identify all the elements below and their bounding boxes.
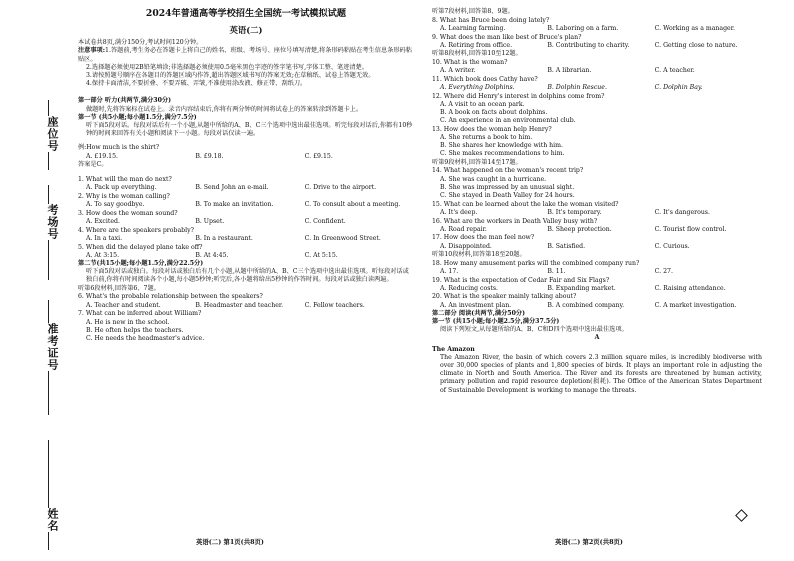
option: B. Sheep protection. xyxy=(547,225,612,233)
option: C. It's dangerous. xyxy=(654,208,710,216)
option: C. Raising attendance. xyxy=(654,284,726,292)
question-4: 4. Where are the speakers probably? xyxy=(78,226,194,234)
option: C. She makes recommendations to him. xyxy=(440,150,565,158)
passage-body: The Amazon River, the basin of which covers 2.3 million square miles, is incredibly biodiverse with over 30,000 species of plants and 1,800 species of birds. It plays an important role in adjusting the climate in North and South America. The River and its forests are threatened by human activity, primary pollution and rapid resource depletion(损耗). The Office of the American States Department of Sustainable Development is working to manage the threats. xyxy=(440,353,762,394)
option: B. A book on facts about dolphins. xyxy=(440,108,548,116)
note-2: 2.选择题必须使用2B铅笔填涂;非选择题必须使用0.5毫米黑色字迹的签字笔书写,字体工整、笔迹清楚。 xyxy=(86,63,368,71)
note-1: 1.答题前,考生务必在答题卡上将自己的姓名、班级、考场号、座位号填写清楚,将条形码粘贴在考生信息条形码粘贴区。 xyxy=(78,47,412,63)
question-19-options xyxy=(432,285,762,293)
option: B. Expanding market. xyxy=(547,284,616,292)
question-19: 19. What is the expectation of Cedar Fair and Six Flags? xyxy=(432,276,610,284)
option: A. 17. xyxy=(440,267,459,275)
example-options xyxy=(78,153,414,161)
option: A. Retiring from office. xyxy=(440,41,513,49)
question-1: 1. What will the man do next? xyxy=(78,176,172,184)
option: B. She shares her knowledge with him. xyxy=(440,142,563,150)
example-option-c: C. £9.15. xyxy=(304,152,333,160)
option: B. Satisfied. xyxy=(547,242,586,250)
question-20-options xyxy=(432,302,762,310)
page-one-footer: 英语(二) 第1页(共8页) xyxy=(196,538,264,546)
option: A. Disappointed. xyxy=(440,242,492,250)
option: B. Dolphin Rescue. xyxy=(547,83,607,91)
question-15-options xyxy=(432,209,762,217)
question-14: 14. What happened on the woman's recent trip? xyxy=(432,167,584,175)
question-8-options xyxy=(432,25,762,33)
notes-heading: 注意事项: xyxy=(78,47,106,55)
question-18: 18. How many amusement parks will the combined company run? xyxy=(432,259,640,267)
option: A. She was caught in a hurricane. xyxy=(440,175,547,183)
option: B. A librarian. xyxy=(547,66,592,74)
option: A. Learning farming. xyxy=(440,24,506,32)
option: C. At 5:15. xyxy=(304,251,338,259)
section2-instructions: 听下面5段对话或独白。每段对话或独白后有几个小题,从题中所给的A、B、C三个选项中选出最佳选项。听每段对话或独白前,你将有时间阅读各个小题,每小题5秒钟;听完后,各小题将给出5秒钟的作答时间。每段对话或独白读两遍。 xyxy=(86,268,409,284)
question-15: 15. What can be learned about the lake the woman visited? xyxy=(432,200,619,208)
question-5-options xyxy=(78,252,414,260)
question-10: 10. What is the woman? xyxy=(432,58,508,66)
page-two xyxy=(432,8,762,395)
admission-number-label: 准考证号 xyxy=(46,323,59,371)
question-13: 13. How does the woman help Henry? xyxy=(432,125,552,133)
material-7-cue: 听第7段材料,回答第8、9题。 xyxy=(432,8,514,15)
question-3: 3. How does the woman sound? xyxy=(78,209,178,217)
exam-room-label: 考场号 xyxy=(46,204,59,240)
exam-title: 2024年普通高等学校招生全国统一考试模拟试题 xyxy=(145,8,347,19)
question-16: 16. What are the workers in Death Valley busy with? xyxy=(432,217,598,225)
material-8-cue: 听第8段材料,回答第10至12题。 xyxy=(432,50,522,58)
note-4: 4.保持卡面清洁,不要折叠、不要弄破、弄皱,不准使用涂改液、修正带、刮纸刀。 xyxy=(86,80,307,88)
option: C. Working as a manager. xyxy=(654,24,735,32)
option: A. She returns a book to him. xyxy=(440,134,533,142)
passage-section-letter: A xyxy=(594,334,600,342)
binding-margin xyxy=(0,0,62,561)
option: B. Headmaster and teacher. xyxy=(195,301,284,309)
question-10-options xyxy=(432,67,762,75)
question-16-options xyxy=(432,226,762,234)
option: A. An investment plan. xyxy=(440,301,512,309)
option: A. Reducing costs. xyxy=(440,284,499,292)
question-12: 12. Where did Henry's interest in dolphins come from? xyxy=(432,92,605,100)
option: C. Fellow teachers. xyxy=(304,301,365,309)
name-line xyxy=(48,440,49,550)
page-one xyxy=(78,8,414,343)
part2-section1-heading: 第一节 (共15小题;每小题2.5分,满分37.5分) xyxy=(432,318,560,326)
example-answer: 答案是C。 xyxy=(78,160,108,168)
material-10-cue: 听第10段材料,回答第18至20题。 xyxy=(432,250,526,258)
section1-heading: 第一节 (共5小题;每小题1.5分,满分7.5分) xyxy=(78,113,197,121)
option: C. He needs the headmaster's advice. xyxy=(86,334,205,342)
option: A. To say goodbye. xyxy=(86,201,145,209)
option: C. In Greenwood Street. xyxy=(304,234,381,242)
option: B. It's temporary. xyxy=(547,208,602,216)
passage-title: The Amazon xyxy=(432,345,475,353)
exam-intro: 本试卷共8页,满分150分,考试时间120分钟。 xyxy=(78,39,203,47)
option: B. He often helps the teachers. xyxy=(86,326,184,334)
question-3-options xyxy=(78,218,414,226)
option: A. It's deep. xyxy=(440,208,478,216)
option: A. In a taxi. xyxy=(86,234,123,242)
option: C. Confident. xyxy=(304,218,346,226)
option: C. Curious. xyxy=(654,242,690,250)
question-2: 2. Why is the woman calling? xyxy=(78,192,170,200)
option: B. Send John an e-mail. xyxy=(195,184,269,192)
question-5: 5. When did the delayed plane take off? xyxy=(78,243,203,251)
option: B. 11. xyxy=(547,267,566,275)
option: A. Road repair. xyxy=(440,225,487,233)
option: C. She stayed in Death Valley for 24 hours. xyxy=(440,191,575,199)
question-11-options xyxy=(432,84,762,92)
part1-heading: 第一部分 听力(共两节,满分30分) xyxy=(78,97,172,105)
option: C. A teacher. xyxy=(654,66,695,74)
question-17: 17. How does the man feel now? xyxy=(432,234,535,242)
option: A. At 3:15. xyxy=(86,251,120,259)
question-8: 8. What has Bruce been doing lately? xyxy=(432,16,550,24)
option: C. Dolphin Bay. xyxy=(654,83,703,91)
question-20: 20. What is the speaker mainly talking about? xyxy=(432,293,577,301)
example-option-a: A. £19.15. xyxy=(86,152,119,160)
example-question: 例:How much is the shirt? xyxy=(78,144,160,152)
section1-instructions: 听下面5段对话。每段对话后有一个小题,从题中所给的A、B、C三个选项中选出最佳选项。听完每段对话后,你都有10秒钟的时间来回答有关小题和阅读下一小题。每段对话仅读一遍。 xyxy=(86,122,413,138)
part2-heading: 第二部分 阅读(共两节,满分50分) xyxy=(432,309,526,317)
part2-instructions: 阅读下列短文,从每题所给的A、B、C和D四个选项中选出最佳选项。 xyxy=(440,326,628,334)
option: A. A writer. xyxy=(440,66,476,74)
option: A. Everything Dolphins. xyxy=(440,83,515,91)
option: C. Getting close to nature. xyxy=(654,41,738,49)
note-3: 3.请按照题号顺序在各题目的答题区域内作答,超出答题区域书写的答案无效;在草稿纸、试卷上答题无效。 xyxy=(86,72,375,80)
option: B. To make an invitation. xyxy=(195,201,274,209)
option: C. Tourist flow control. xyxy=(654,225,727,233)
subject-title: 英语(二) xyxy=(229,25,263,35)
diamond-mark-icon xyxy=(735,509,748,522)
option: B. In a restaurant. xyxy=(195,234,253,242)
option: A. Pack up everything. xyxy=(86,184,157,192)
question-4-options xyxy=(78,235,414,243)
option: B. At 4:45. xyxy=(195,251,229,259)
option: A. Teacher and student. xyxy=(86,301,161,309)
material-6-cue: 听第6段材料,回答第6、7题。 xyxy=(78,284,160,292)
part1-intro: 做题时,先将答案标在试卷上。录音内容结束后,你将有两分钟的时间将试卷上的答案转涂到答题卡上。 xyxy=(86,105,363,113)
seat-number-label: 座位号 xyxy=(46,116,59,152)
option: B. She was impressed by an unusual sight. xyxy=(440,183,575,191)
option: C. An experience in an environmental club. xyxy=(440,117,576,125)
question-1-options xyxy=(78,184,414,192)
option: C. 27. xyxy=(654,267,673,275)
question-6-options xyxy=(78,302,414,310)
question-6: 6. What's the probable relationship between the speakers? xyxy=(78,293,263,301)
name-label: 姓名 xyxy=(46,508,59,532)
option: A. A visit to an ocean park. xyxy=(440,100,525,108)
question-9: 9. What does the man like best of Bruce's plan? xyxy=(432,33,582,41)
question-17-options xyxy=(432,243,762,251)
option: B. Laboring on a farm. xyxy=(547,24,619,32)
option: A. He is new in the school. xyxy=(86,318,170,326)
material-9-cue: 听第9段材料,回答第14至17题。 xyxy=(432,158,522,166)
question-2-options xyxy=(78,201,414,209)
option: C. Drive to the airport. xyxy=(304,184,377,192)
page-two-footer: 英语(二) 第2页(共8页) xyxy=(555,538,623,546)
question-7: 7. What can be inferred about William? xyxy=(78,310,202,318)
option: C. To consult about a meeting. xyxy=(304,201,401,209)
option: C. A market investigation. xyxy=(654,301,737,309)
section1-questions xyxy=(78,176,414,260)
question-9-options xyxy=(432,42,762,50)
example-option-b: B. £9.18. xyxy=(195,152,224,160)
option: A. Excited. xyxy=(86,218,120,226)
option: B. A combined company. xyxy=(547,301,625,309)
question-11: 11. Which book does Cathy have? xyxy=(432,75,538,83)
section2-heading: 第二节(共15小题;每小题1.5分,满分22.5分) xyxy=(78,260,204,268)
question-18-options xyxy=(432,268,762,276)
option: B. Contributing to charity. xyxy=(547,41,630,49)
option: B. Upset. xyxy=(195,218,225,226)
